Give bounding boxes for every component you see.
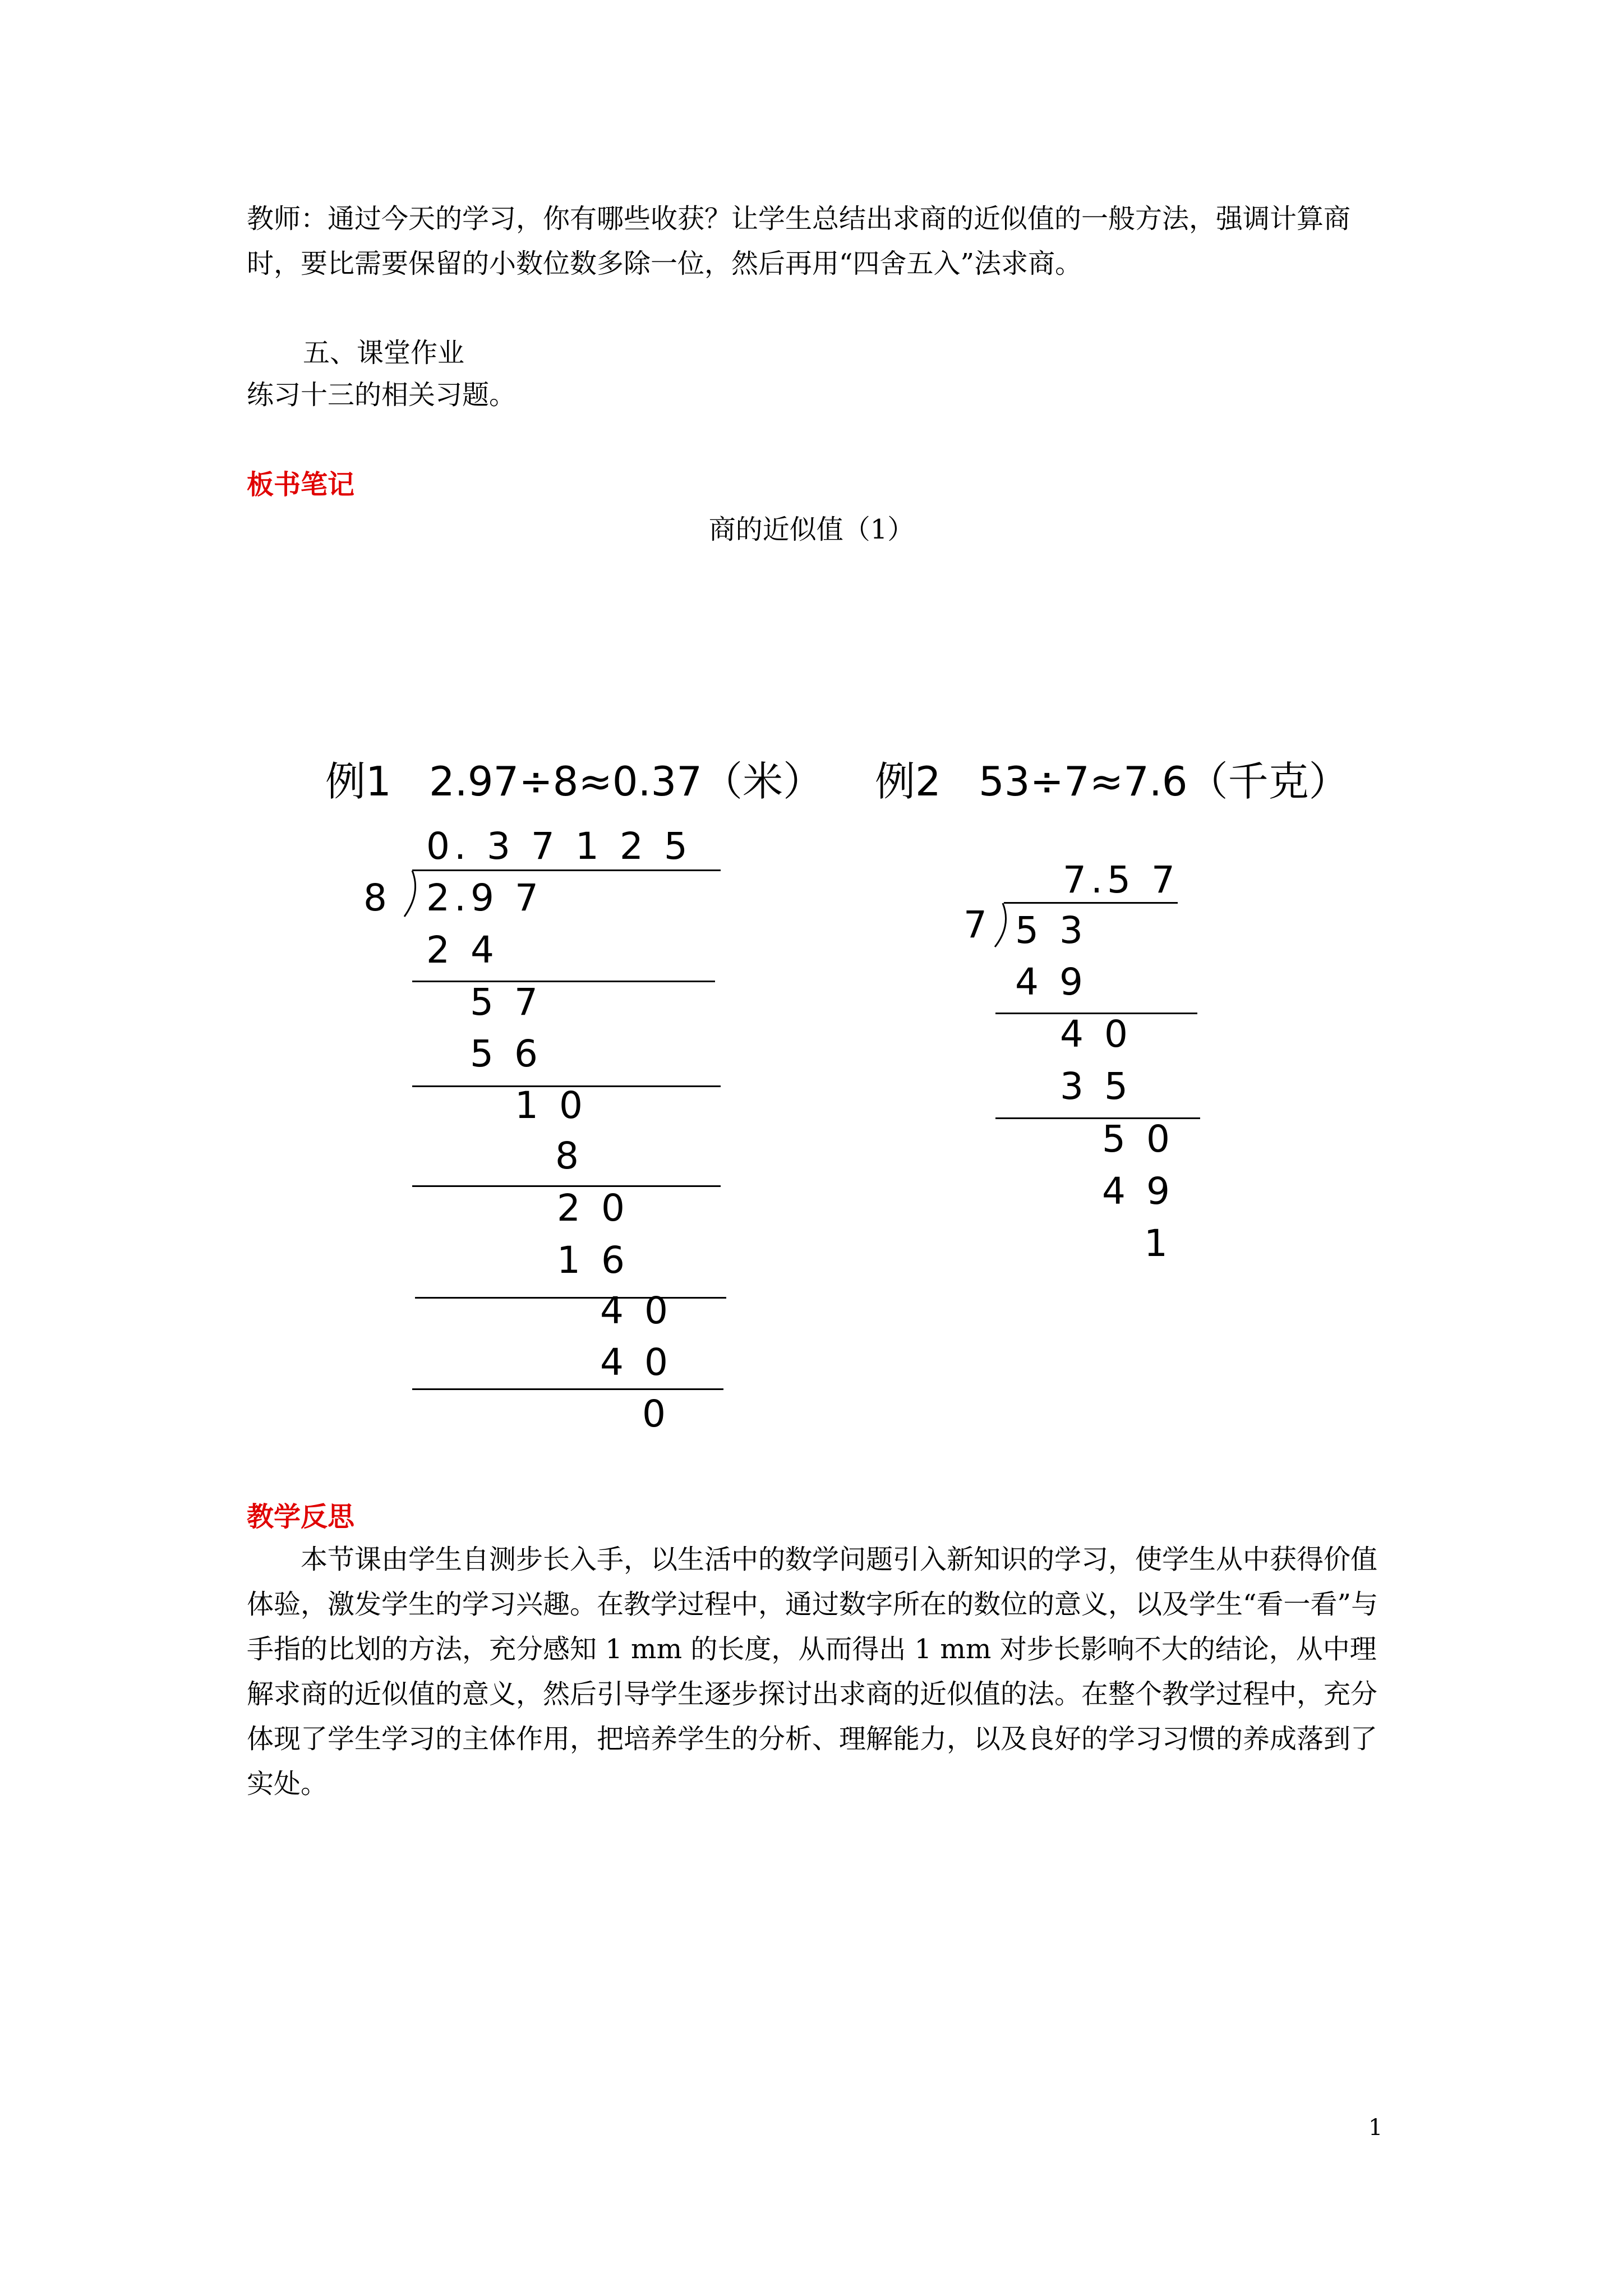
example-2-step: 4 9 — [1102, 1170, 1174, 1213]
example-1-quotient: 0. 3 7 1 2 5 — [426, 825, 692, 868]
example-1-subtraction-line — [415, 1297, 726, 1299]
board-title: 商的近似值（1） — [708, 514, 915, 545]
example-1-division-bar — [412, 869, 721, 871]
example-1-step: 5 7 — [470, 981, 542, 1024]
example-2-label: 例2 — [875, 758, 941, 805]
page-number: 1 — [1368, 2115, 1383, 2141]
example-2-dividend: 5 3 — [1015, 909, 1087, 952]
example-1-subtraction-line — [412, 1388, 723, 1390]
example-2-step: 1 — [1144, 1222, 1172, 1265]
example-1-label: 例1 — [325, 758, 391, 805]
example-1-dividend: 2.9 7 — [426, 876, 543, 919]
board-notes-heading: 板书笔记 — [247, 469, 355, 500]
example-1-step: 8 — [555, 1134, 583, 1177]
example-1-equation: 2.97÷8≈0.37（米） — [429, 758, 824, 805]
example-1-step: 2 4 — [426, 928, 499, 972]
section-5-title: 五、课堂作业 — [303, 337, 465, 369]
example-2-divisor: 7 — [963, 903, 992, 946]
example-1-step: 4 0 — [600, 1289, 672, 1332]
section-5-body: 练习十三的相关习题。 — [247, 379, 517, 411]
example-1-step: 2 0 — [557, 1186, 629, 1230]
example-2-division-bracket — [992, 903, 1014, 954]
example-2-step: 5 0 — [1102, 1117, 1174, 1161]
example-1-step: 1 0 — [515, 1084, 587, 1127]
teacher-summary-paragraph: 教师：通过今天的学习，你有哪些收获？让学生总结出求商的近似值的一般方法，强调计算商时，要比需要保留的小数位数多除一位，然后再用“四舍五入”法求商。 — [247, 203, 1351, 279]
example-1-division-bracket — [401, 871, 423, 921]
example-2-quotient: 7.5 7 — [1063, 858, 1179, 901]
example-1-divisor: 8 — [363, 876, 391, 919]
example-1-subtraction-line — [412, 981, 715, 982]
example-2-division-bar — [1004, 902, 1178, 904]
example-1-step: 5 6 — [470, 1032, 542, 1075]
example-2-step: 4 9 — [1015, 960, 1087, 1004]
example-2-step: 3 5 — [1060, 1065, 1132, 1108]
example-2-equation: 53÷7≈7.6（千克） — [979, 758, 1349, 805]
teaching-reflection-heading: 教学反思 — [247, 1501, 355, 1533]
example-2-step: 4 0 — [1060, 1013, 1132, 1056]
example-1-step: 1 6 — [557, 1239, 629, 1282]
teaching-reflection-body: 本节课由学生自测步长入手，以生活中的数学问题引入新知识的学习，使学生从中获得价值体验，激发学生的学习兴趣。在教学过程中，通过数字所在的数位的意义，以及学生“看一看”与手指的比划的方法，充分感知 1 mm 的长度，从而得出 1 mm 对步长影响不大的结论，从中理解求商的近似值的意义，然后引导学生逐步探讨出求商的近似值的法。在整个教学过程中，充分体现了学生学习的主体作用，把培养学生的分析、理解能力，以及良好的学习习惯的养成落到了实处。 — [247, 1544, 1378, 1800]
example-1-step: 0 — [642, 1392, 670, 1435]
example-1-step: 4 0 — [600, 1341, 672, 1384]
